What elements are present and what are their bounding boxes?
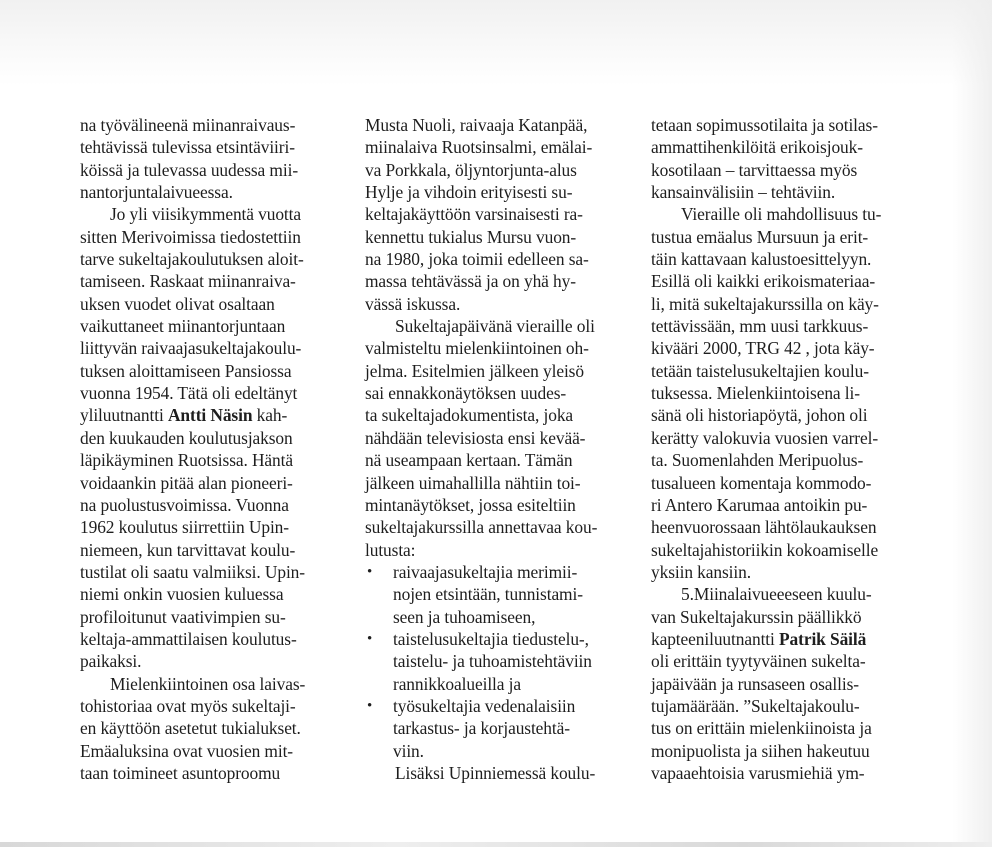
text-line: jelma. Esitelmien jälkeen yleisö (365, 360, 584, 381)
text-line: tusalueen komentaja kommodo- (651, 472, 872, 493)
text-line: sänä oli historiapöytä, johon oli (651, 405, 868, 426)
scan-top-shade (0, 0, 992, 86)
text-line: nantorjuntalaivueessa. (80, 182, 233, 203)
text-line: läpikäyminen Ruotsissa. Häntä (80, 450, 293, 471)
text-line: kerätty valokuvia vuosien varrel- (651, 427, 879, 448)
paragraph-start-line: Sukeltajapäivänä vieraille oli (395, 316, 595, 337)
text-line: en käyttöön asetetut tukialukset. (80, 718, 301, 739)
text-line: tustilat oli saatu valmiiksi. Upin- (80, 561, 305, 582)
text-line: uksen vuodet olivat osaltaan (80, 293, 275, 314)
text-line: Esillä oli kaikki erikoismateriaa- (651, 271, 876, 292)
text-line: keltajakäyttöön varsinaisesti ra- (365, 204, 583, 225)
text-line: na puolustusvoimissa. Vuonna (80, 494, 289, 515)
text-line: Emäaluksina ovat vuosien mit- (80, 740, 293, 761)
list-item-continuation: seen ja tuhoamiseen, (393, 606, 536, 627)
text-line-with-name (651, 628, 921, 650)
paragraph-start-line: Jo yli viisikymmentä vuotta (110, 204, 302, 225)
text-line: japäivään ja runsaseen osallis- (651, 673, 859, 694)
text-line: kennettu tukialus Mursu vuon- (365, 226, 577, 247)
text-line: nähdään televisiosta ensi kevää- (365, 427, 586, 448)
person-name-antti-nasin: Antti Näsin (167, 405, 253, 426)
text-column-3 (651, 114, 921, 784)
text-fragment: yliluutnantti (80, 405, 168, 426)
text-line: tohistoriaa ovat myös sukeltaji- (80, 695, 296, 716)
text-line: niemeen, kun tarvittavat koulu- (80, 539, 296, 560)
list-item-continuation: nojen etsintään, tunnistami- (393, 584, 583, 605)
text-line: den kuukauden koulutusjakson (80, 427, 293, 448)
paragraph-start-line: 5.Miinalaivueeeseen kuulu- (681, 584, 872, 605)
text-line: Hylje ja vihdoin erityisesti su- (365, 182, 573, 203)
list-item (365, 695, 630, 717)
text-line: valmisteltu mielenkiintoinen oh- (365, 338, 589, 359)
list-item-text: taistelusukeltajia tiedustelu-, (393, 628, 589, 649)
text-line: massa tehtävässä ja on yhä hy- (365, 271, 576, 292)
text-line: ta. Suomenlahden Meripuolus- (651, 450, 864, 471)
paragraph-start-line: Vieraille oli mahdollisuus tu- (681, 204, 882, 225)
text-line: tarve sukeltajakoulutuksen aloit- (80, 249, 304, 270)
text-line: tus on erittäin mielenkiinoista ja (651, 718, 872, 739)
text-line: niemi onkin vuosien kuluessa (80, 584, 284, 605)
text-column-2 (365, 114, 630, 784)
text-line: voidaankin pitää alan pioneeri- (80, 472, 293, 493)
list-item (365, 628, 630, 650)
text-line: 1962 koulutus siirrettiin Upin- (80, 517, 289, 538)
text-line: tujamäärään. ”Sukeltajakoulu- (651, 695, 860, 716)
bullet-icon: • (367, 697, 373, 714)
text-line: täin kattavaan kalustoesittelyyn. (651, 249, 872, 270)
text-fragment: kah- (252, 405, 288, 426)
text-line: sukeltajakurssilla annettavaa kou- (365, 517, 598, 538)
text-line: va Porkkala, öljyntorjunta-alus (365, 159, 577, 180)
bullet-icon: • (367, 563, 373, 580)
list-item-text: työsukeltajia vedenalaisiin (393, 695, 576, 716)
text-line: keltaja-ammattilaisen koulutus- (80, 628, 297, 649)
list-item-continuation: rannikkoalueilla ja (393, 673, 521, 694)
text-line: paikaksi. (80, 651, 142, 672)
text-fragment: kapteeniluutnantti (651, 628, 780, 649)
text-line: ammattihenkilöitä erikoisjouk- (651, 137, 863, 158)
text-line: ta sukeltajadokumentista, joka (365, 405, 574, 426)
text-line: vaikuttaneet miinantorjuntaan (80, 316, 286, 337)
paragraph-start-line: Lisäksi Upinniemessä koulu- (395, 762, 596, 783)
page-bottom-edge (0, 842, 992, 847)
scan-right-edge (952, 0, 992, 847)
text-line: mintanäytökset, jossa esiteltiin (365, 494, 576, 515)
text-line: monipuolista ja siihen hakeutuu (651, 740, 870, 761)
text-line: kansainvälisiin – tehtäviin. (651, 182, 836, 203)
person-name-patrik-saila: Patrik Säilä (779, 628, 867, 649)
list-item-continuation: tarkastus- ja korjaustehtä- (393, 718, 570, 739)
text-line: tustua emäalus Mursuun ja erit- (651, 226, 869, 247)
text-line: sitten Merivoimissa tiedostettiin (80, 226, 301, 247)
text-line: nä useampaan kertaan. Tämän (365, 450, 573, 471)
text-line: tehtävissä tulevissa etsintäviiri- (80, 137, 295, 158)
list-item (365, 561, 630, 583)
text-line: li, mitä sukeltajakurssilla on käy- (651, 293, 879, 314)
text-line: tuksen aloittamiseen Pansiossa (80, 360, 292, 381)
text-line: tetään taistelusukeltajien koulu- (651, 360, 869, 381)
text-line: liittyvän raivaajasukeltajakoulu- (80, 338, 302, 359)
text-line: oli erittäin tyytyväinen sukelta- (651, 651, 866, 672)
text-line: Musta Nuoli, raivaaja Katanpää, (365, 115, 588, 135)
text-line: tetaan sopimussotilaita ja sotilas- (651, 115, 878, 135)
text-line: sukeltajahistoriikin kokoamiselle (651, 539, 879, 560)
list-item-continuation: viin. (393, 740, 424, 761)
text-line: kivääri 2000, TRG 42 , jota käy- (651, 338, 875, 359)
text-line: tettävissään, mm uusi tarkkuus- (651, 316, 869, 337)
text-line: na 1980, joka toimii edelleen sa- (365, 249, 589, 270)
paragraph-start-line: Mielenkiintoinen osa laivas- (110, 673, 306, 694)
text-line: na työvälineenä miinanraivaus- (80, 115, 296, 135)
text-line: vässä iskussa. (365, 293, 461, 314)
text-line: tuksessa. Mielenkiintoisena li- (651, 383, 860, 404)
text-line: van Sukeltajakurssin päällikkö (651, 606, 862, 627)
text-line: sai ennakkonäytöksen uudes- (365, 383, 567, 404)
bullet-icon: • (367, 630, 373, 647)
text-column-1 (80, 114, 342, 784)
text-line: yksiin kansiin. (651, 561, 751, 582)
text-line: heenvuorossaan lähtölaukauksen (651, 517, 877, 538)
text-line: köissä ja tulevassa uudessa mii- (80, 159, 299, 180)
text-line: taan toimineet asuntoproomu (80, 762, 281, 783)
text-line: lutusta: (365, 539, 416, 560)
text-line: vapaaehtoisia varusmiehiä ym- (651, 762, 865, 783)
list-item-text: raivaajasukeltajia merimii- (393, 561, 578, 582)
text-line-with-name (80, 404, 342, 426)
text-line: vuonna 1954. Tätä oli edeltänyt (80, 383, 298, 404)
text-line: miinalaiva Ruotsinsalmi, emälai- (365, 137, 593, 158)
list-item-continuation: taistelu- ja tuhoamistehtäviin (393, 651, 592, 672)
text-line: ri Antero Karumaa antoikin pu- (651, 494, 868, 515)
text-line: profiloitunut vaativimpien su- (80, 606, 286, 627)
text-line: jälkeen uimahallilla nähtiin toi- (365, 472, 581, 493)
text-line: tamiseen. Raskaat miinanraiva- (80, 271, 296, 292)
text-line: kosotilaan – tarvittaessa myös (651, 159, 858, 180)
